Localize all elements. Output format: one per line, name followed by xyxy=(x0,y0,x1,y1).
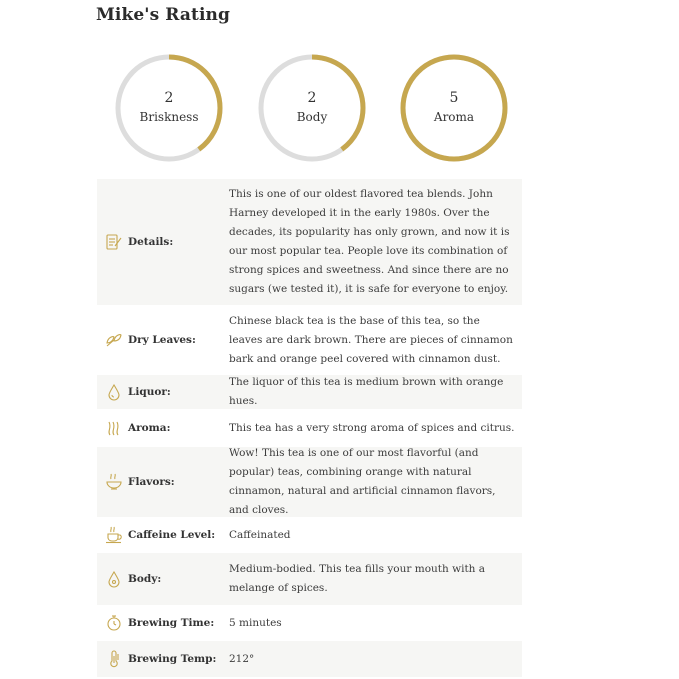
row-label-text: Flavors: xyxy=(128,476,175,488)
row-value: This is one of our oldest flavored tea blends. John Harney developed it in the early 1980s. Over the decades, its popularity has only grown, and now it is our most popular tea. People love its combination of strong spices and sweetness. And since there are no sugars (we tested it), it is safe for everyone to enjoy. xyxy=(229,188,510,295)
row-label xyxy=(97,526,223,544)
row-value: Medium-bodied. This tea fills your mouth with a melange of spices. xyxy=(229,563,486,594)
rating-ring-body xyxy=(256,52,368,164)
liquor-row xyxy=(97,375,522,409)
row-label xyxy=(97,383,223,401)
flavors-row xyxy=(97,447,522,517)
row-label xyxy=(97,570,223,588)
row-label xyxy=(97,650,223,668)
droplet-icon xyxy=(105,383,123,401)
stopwatch-icon xyxy=(105,614,123,632)
rating-ring-aroma xyxy=(398,52,510,164)
row-label xyxy=(97,419,223,437)
row-value: 5 minutes xyxy=(229,616,282,629)
brewing-time-row xyxy=(97,605,522,641)
row-value: Wow! This tea is one of our most flavorful (and popular) teas, combining orange with natural cinnamon, natural and artificial cinnamon flavors, and cloves. xyxy=(229,447,496,516)
thermometer-icon xyxy=(105,650,123,668)
bowl-icon xyxy=(105,473,123,491)
rating-label: Aroma xyxy=(433,110,475,124)
tea-details-table xyxy=(97,179,522,677)
row-label xyxy=(97,473,223,491)
rating-rings xyxy=(0,52,679,164)
document-pen-icon xyxy=(105,233,123,251)
row-label-text: Aroma: xyxy=(128,422,171,434)
row-value: The liquor of this tea is medium brown with orange hues. xyxy=(229,376,504,407)
row-label xyxy=(97,614,223,632)
body-drop-icon xyxy=(105,570,123,588)
details-row xyxy=(97,179,522,305)
rating-value: 5 xyxy=(449,90,459,106)
body-row xyxy=(97,553,522,605)
steaming-cup-icon xyxy=(105,526,123,544)
rating-ring-briskness xyxy=(113,52,225,164)
rating-label: Body xyxy=(296,110,328,124)
caffeine-level-row xyxy=(97,517,522,553)
row-label xyxy=(97,233,223,251)
row-value: This tea has a very strong aroma of spices and citrus. xyxy=(229,421,515,434)
row-label-text: Details: xyxy=(128,236,174,248)
row-label-text: Body: xyxy=(128,573,162,585)
row-label xyxy=(97,331,223,349)
tea-leaves-icon xyxy=(105,331,123,349)
rating-ring-graphic xyxy=(256,52,368,164)
row-value: Caffeinated xyxy=(229,528,291,541)
page-title: Mike's Rating xyxy=(96,5,230,25)
row-label-text: Dry Leaves: xyxy=(128,334,196,346)
aroma-waves-icon xyxy=(105,419,123,437)
row-value: 212° xyxy=(229,652,255,665)
dry-leaves-row xyxy=(97,305,522,375)
rating-label: Briskness xyxy=(139,110,199,124)
row-label-text: Brewing Time: xyxy=(128,617,215,629)
rating-value: 2 xyxy=(307,90,317,106)
row-value: Chinese black tea is the base of this tea, so the leaves are dark brown. There are pieces of cinnamon bark and orange peel covered with cinnamon dust. xyxy=(229,314,513,365)
rating-ring-graphic xyxy=(398,52,510,164)
row-label-text: Brewing Temp: xyxy=(128,653,217,665)
brewing-temp-row xyxy=(97,641,522,677)
row-label-text: Caffeine Level: xyxy=(128,529,216,541)
rating-value: 2 xyxy=(164,90,174,106)
rating-ring-graphic xyxy=(113,52,225,164)
row-label-text: Liquor: xyxy=(128,386,171,398)
